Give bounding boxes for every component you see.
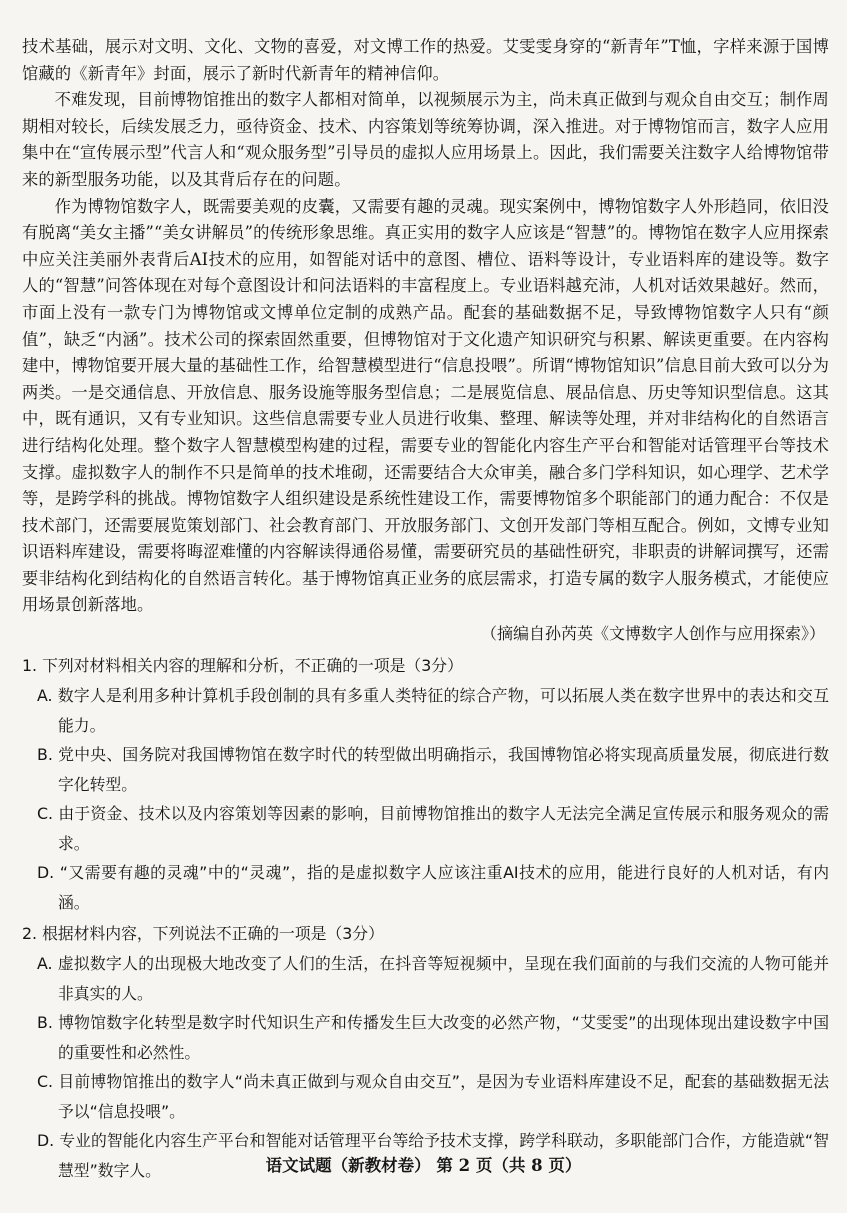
passage-paragraph-1: 技术基础，展示对文明、文化、文物的喜爱，对文博工作的热爱。艾雯雯身穿的“新青年”T恤，字样来源于国博馆藏的《新青年》封面，展示了新时代新青年的精神信仰。 xyxy=(22,37,829,83)
question-2-option-b: B. 博物馆数字化转型是数字时代知识生产和传播发生巨大改变的必然产物，“艾雯雯”的出现体现出建设数字中国的重要性和必然性。 xyxy=(37,1013,829,1062)
reading-passage xyxy=(22,34,829,619)
question-1-option-d: D. “又需要有趣的灵魂”中的“灵魂”，指的是虚拟数字人应该注重AI技术的应用，能进行良好的人机对话，有内涵。 xyxy=(37,863,829,912)
question-2-stem: 2. 根据材料内容，下列说法不正确的一项是（3分） xyxy=(22,924,384,944)
passage-source: （摘编自孙芮英《文博数字人创作与应用探索》） xyxy=(480,624,825,644)
question-1-option-c: C. 由于资金、技术以及内容策划等因素的影响，目前博物馆推出的数字人无法完全满足宣传展示和服务观众的需求。 xyxy=(37,804,829,853)
page-footer: 语文试题（新教材卷） 第 2 页（共 8 页） xyxy=(265,1156,582,1175)
passage-paragraph-2: 不难发现，目前博物馆推出的数字人都相对简单，以视频展示为主，尚未真正做到与观众自由交互；制作周期相对较长，后续发展乏力，亟待资金、技术、内容策划等统筹协调，深入推进。对于博物馆而言，数字人应用集中在“宣传展示型”代言人和“观众服务型”引导员的虚拟人应用场景上。因此，我们需要关注数字人给博物馆带来的新型服务功能，以及其背后存在的问题。 xyxy=(22,90,829,189)
question-2 xyxy=(22,919,829,1185)
question-1-option-a: A. 数字人是利用多种计算机手段创制的具有多重人类特征的综合产物，可以拓展人类在数字世界中的表达和交互能力。 xyxy=(37,686,829,735)
question-1-option-b: B. 党中央、国务院对我国博物馆在数字时代的转型做出明确指示，我国博物馆必将实现高质量发展，彻底进行数字化转型。 xyxy=(37,745,829,794)
question-1 xyxy=(22,651,829,917)
question-1-stem: 1. 下列对材料相关内容的理解和分析，不正确的一项是（3分） xyxy=(22,656,463,676)
question-2-option-a: A. 虚拟数字人的出现极大地改变了人们的生活，在抖音等短视频中，呈现在我们面前的与我们交流的人物可能并非真实的人。 xyxy=(37,954,829,1003)
question-2-option-d: D. 专业的智能化内容生产平台和智能对话管理平台等给予技术支撑，跨学科联动，多职能部门合作，方能造就“智慧型”数字人。 xyxy=(37,1131,829,1180)
question-2-option-c: C. 目前博物馆推出的数字人“尚未真正做到与观众自由交互”，是因为专业语料库建设不足，配套的基础数据无法予以“信息投喂”。 xyxy=(37,1072,829,1121)
passage-paragraph-3: 作为博物馆数字人，既需要美观的皮囊，又需要有趣的灵魂。现实案例中，博物馆数字人外形趋同，依旧没有脱离“美女主播”“美女讲解员”的传统形象思维。真正实用的数字人应该是“智慧”的。博物馆在数字人应用探索中应关注美丽外表背后AI技术的应用，如智能对话中的意图、槽位、语料等设计，专业语料库的建设等。数字人的“智慧”问答体现在对每个意图设计和问法语料的丰富程度上。专业语料越充沛，人机对话效果越好。然而，市面上没有一款专门为博物馆或文博单位定制的成熟产品。配套的基础数据不足，导致博物馆数字人只有“颜值”，缺乏“内涵”。技术公司的探索固然重要，但博物馆对于文化遗产知识研究与积累、解读更重要。在内容构建中，博物馆要开展大量的基础性工作，给智慧模型进行“信息投喂”。所谓“博物馆知识”信息目前大致可以分为两类。一是交通信息、开放信息、服务设施等服务型信息；二是展览信息、展品信息、历史等知识型信息。这其中，既有通识，又有专业知识。这些信息需要专业人员进行收集、整理、解读等处理，并对非结构化的自然语言进行结构化处理。整个数字人智慧模型构建的过程，需要专业的智能化内容生产平台和智能对话管理平台等技术支撑。虚拟数字人的制作不只是简单的技术堆砌，还需要结合大众审美，融合多门学科知识，如心理学、艺术学等，是跨学科的挑战。博物馆数字人组织建设是系统性建设工作，需要博物馆多个职能部门的通力配合：不仅是技术部门，还需要展览策划部门、社会教育部门、开放服务部门、文创开发部门等相互配合。例如，文博专业知识语料库建设，需要将晦涩难懂的内容解读得通俗易懂，需要研究员的基础性研究，非职责的讲解词撰写，还需要非结构化到结构化的自然语言转化。基于博物馆真正业务的底层需求，打造专属的数字人服务模式，才能使应用场景创新落地。 xyxy=(22,196,829,615)
